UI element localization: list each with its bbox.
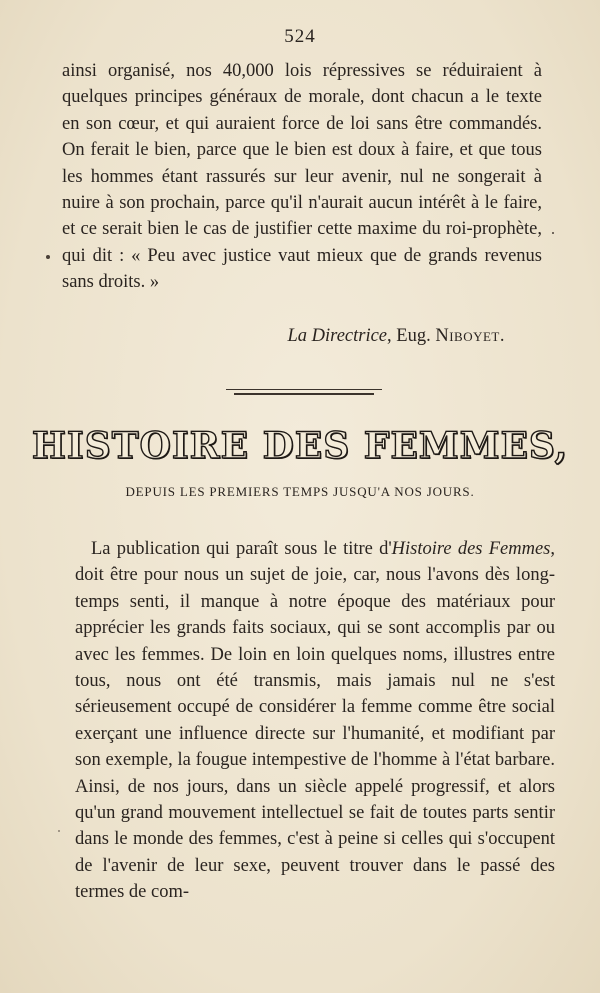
section-title: HISTOIRE DES FEMMES, [31,425,569,467]
signature [0,326,505,347]
signature-name: Niboyet. [435,326,505,346]
signature-separator: , Eug. [387,326,436,346]
divider-line-top [226,389,382,390]
section-subtitle: DEPUIS LES PREMIERS TEMPS JUSQU'A NOS JOURS. [125,484,475,499]
divider-line-bottom [234,393,374,395]
paragraph-2 [75,536,555,906]
paragraph-2-italic-title: Histoire des Femmes [391,539,551,559]
page-number: 524 [284,26,316,47]
signature-role: La Directrice [287,326,388,346]
ink-speck [552,232,554,234]
paragraph-2-rest: , doit être pour nous un sujet de joie, car, nous l'avons dès long-temps senti, il manque à notre époque des matériaux pour apprécier les grands faits sociaux, qui se sont accomplis par ou avec les femmes. De loin en loin quelques noms, illustres entre tous, nous ont été transmis, mais jamais nul ne s'est sérieusement occupé de considérer la femme comme être social exerçant une influence directe sur l'humanité, et modifiant par son exemple, la fougue intempestive de l'homme à l'état barbare. Ainsi, de nos jours, dans un siècle appelé progressif, et alors qu'un grand mouvement intellectuel se fait de toutes parts sentir dans le monde des femmes, c'est à peine si celles qui s'occupent de l'avenir de leur sexe, peuvent trouver dans le passé des termes de com- [75,539,555,903]
paragraph-1: ainsi organisé, nos 40,000 lois répressives se réduiraient à quelques principes généraux de morale, dont chacun a le texte en son cœur, et qui auraient force de loi sans être commandés. On ferait le bien, parce que le bien est doux à faire, et que tous les hommes étant rassurés sur leur avenir, nul ne songerait à nuire à son prochain, parce qu'il n'aurait aucun intérêt à le faire, et ce serait bien le cas de justifier cette maxime du roi-prophète, qui dit : « Peu avec justice vaut mieux que de grands revenus sans droits. » [62,61,542,293]
section-divider [226,389,382,396]
ink-speck [46,255,50,259]
paragraph-2-lead: La publication qui paraît sous le titre d' [91,539,392,559]
ink-speck [58,830,60,832]
